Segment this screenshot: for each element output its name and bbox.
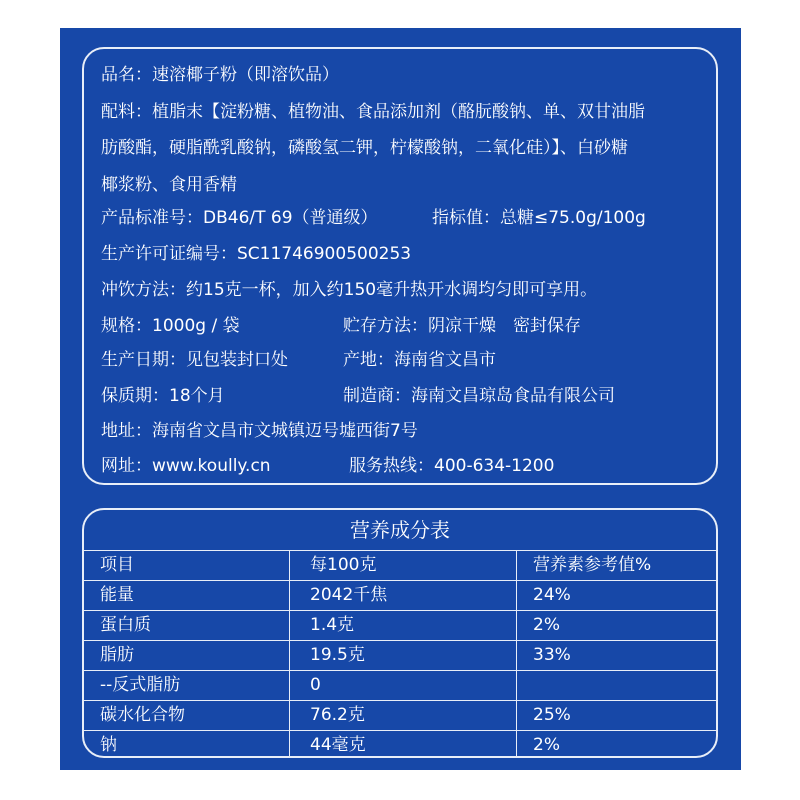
- website: 网址：www.koully.cn: [101, 456, 271, 476]
- row-value: 76.2克: [310, 705, 365, 725]
- table-column-rule: [516, 550, 517, 758]
- table-column-rule: [289, 550, 290, 758]
- product-standard: 产品标准号：DB46/T 69（普通级）: [101, 208, 378, 228]
- specification: 规格：1000g / 袋: [101, 316, 240, 336]
- product-name: 品名：速溶椰子粉（即溶饮品）: [101, 65, 339, 85]
- row-name: --反式脂肪: [100, 675, 181, 695]
- row-value: 0: [310, 675, 321, 695]
- table-rule: [84, 730, 716, 731]
- ingredients-1: 配料：植脂末【淀粉糖、植物油、食品添加剂（酪朊酸钠、单、双甘油脂: [101, 102, 645, 122]
- ingredients-2: 肪酸酯，硬脂酰乳酸钠，磷酸氢二钾，柠檬酸钠，二氧化硅）】、白砂糖: [101, 138, 628, 158]
- production-date: 生产日期：见包装封口处: [101, 350, 288, 370]
- table-rule: [84, 640, 716, 641]
- table-rule: [84, 580, 716, 581]
- address: 地址：海南省文昌市文城镇迈号墟西街7号: [101, 421, 418, 441]
- row-value: 2042千焦: [310, 585, 388, 605]
- row-value: 44毫克: [310, 735, 366, 755]
- ingredients-3: 椰浆粉、食用香精: [101, 175, 237, 195]
- production-license: 生产许可证编号：SC11746900500253: [101, 244, 412, 264]
- header-nrv: 营养素参考值%: [533, 555, 652, 575]
- service-hotline: 服务热线：400-634-1200: [349, 456, 555, 476]
- nutrition-grid: [84, 550, 716, 758]
- row-value: 19.5克: [310, 645, 365, 665]
- row-nrv: 33%: [533, 645, 571, 665]
- index-value: 指标值：总糖≤75.0g/100g: [432, 208, 646, 228]
- table-rule: [84, 670, 716, 671]
- brewing-method: 冲饮方法：约15克一杯，加入约150毫升热开水调均匀即可享用。: [101, 280, 598, 300]
- storage-method: 贮存方法：阴凉干燥 密封保存: [343, 316, 581, 336]
- row-nrv: 2%: [533, 735, 560, 755]
- row-nrv: 25%: [533, 705, 571, 725]
- nutrition-table-title: 营养成分表: [350, 518, 450, 542]
- nutrition-table: [82, 508, 718, 758]
- header-item: 项目: [100, 555, 134, 575]
- table-rule: [84, 700, 716, 701]
- row-value: 1.4克: [310, 615, 355, 635]
- shelf-life: 保质期：18个月: [101, 386, 225, 406]
- row-name: 碳水化合物: [100, 705, 185, 725]
- origin: 产地：海南省文昌市: [343, 350, 496, 370]
- header-per-100g: 每100克: [310, 555, 377, 575]
- row-name: 脂肪: [100, 645, 134, 665]
- row-nrv: 24%: [533, 585, 571, 605]
- table-rule: [84, 550, 716, 551]
- table-rule: [84, 610, 716, 611]
- row-name: 蛋白质: [100, 615, 151, 635]
- row-nrv: 2%: [533, 615, 560, 635]
- manufacturer: 制造商：海南文昌琼岛食品有限公司: [343, 386, 615, 406]
- row-name: 钠: [100, 735, 117, 755]
- row-name: 能量: [100, 585, 134, 605]
